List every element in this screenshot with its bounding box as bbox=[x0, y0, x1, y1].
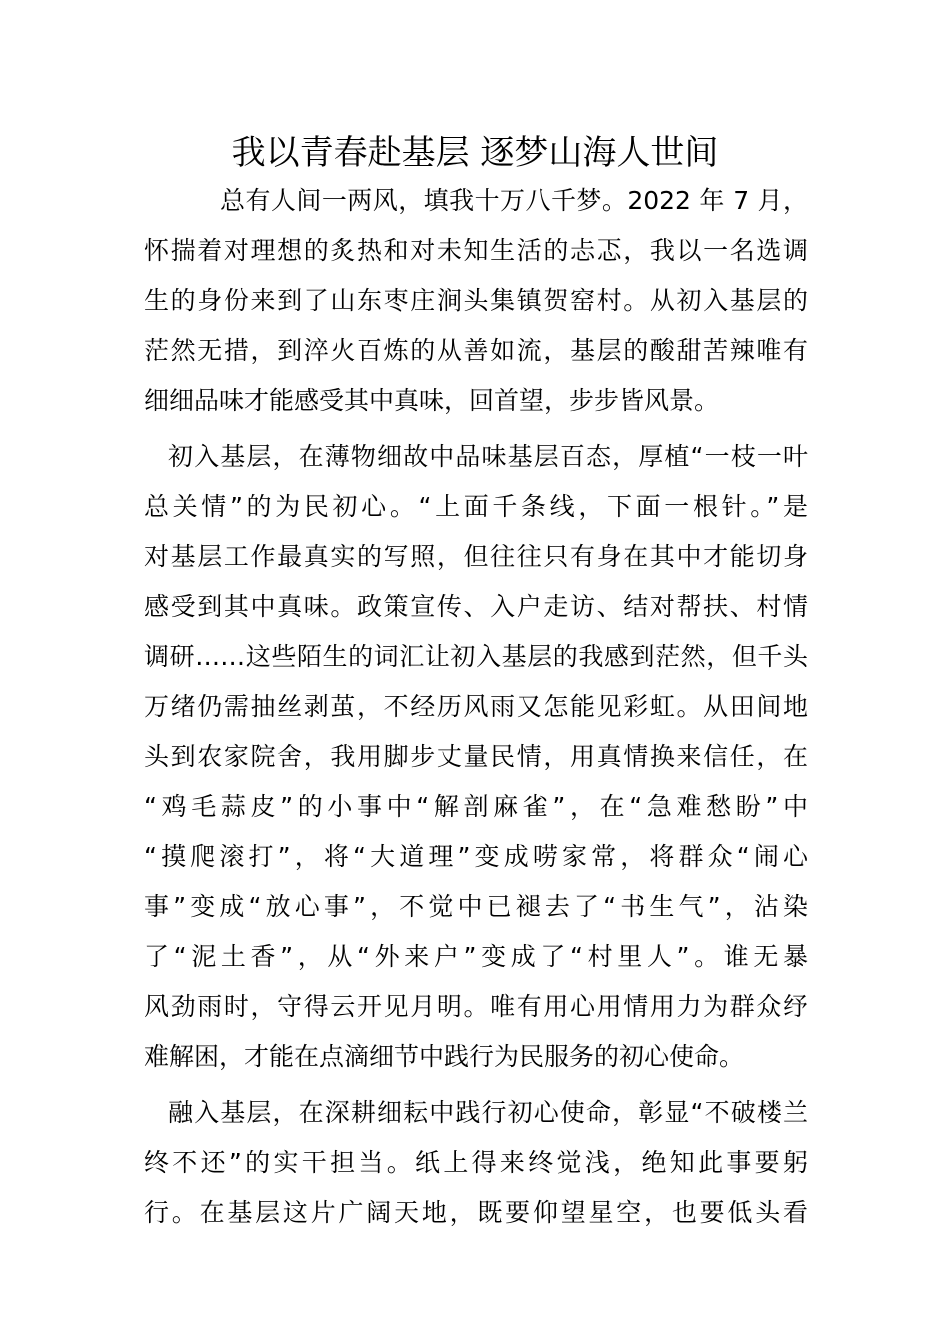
text-line: 行。在基层这片广阔天地，既要仰望星空，也要低头看 bbox=[144, 1198, 808, 1227]
text-line: 感受到其中真味。政策宣传、入户走访、结对帮扶、村情 bbox=[144, 592, 808, 621]
document-body bbox=[144, 176, 808, 1244]
text-line: 总关情”的为民初心。“上面千条线，下面一根针。”是 bbox=[144, 492, 808, 521]
text-line: 事”变成“放心事”，不觉中已褪去了“书生气”，沾染 bbox=[144, 892, 808, 921]
paragraph bbox=[144, 176, 808, 426]
text-line: 调研……这些陌生的词汇让初入基层的我感到茫然，但千头 bbox=[144, 642, 808, 671]
document-title: 我以青春赴基层 逐梦山海人世间 bbox=[231, 133, 719, 173]
text-line: 融入基层，在深耕细耘中践行初心使命，彰显“不破楼兰 bbox=[168, 1098, 808, 1127]
paragraph bbox=[144, 1088, 808, 1238]
text-line: 终不还”的实干担当。纸上得来终觉浅，绝知此事要躬 bbox=[144, 1148, 808, 1177]
text-line: 总有人间一两风，填我十万八千梦。2022 年 7 月， bbox=[220, 186, 808, 215]
paragraph bbox=[144, 432, 808, 1082]
text-line: 难解困，才能在点滴细节中践行为民服务的初心使命。 bbox=[144, 1042, 745, 1071]
text-line: “摸爬滚打”，将“大道理”变成唠家常，将群众“闹心 bbox=[144, 842, 808, 871]
text-line: 怀揣着对理想的炙热和对未知生活的忐忑，我以一名选调 bbox=[144, 236, 808, 265]
text-line: 万绪仍需抽丝剥茧，不经历风雨又怎能见彩虹。从田间地 bbox=[144, 692, 808, 721]
text-line: 生的身份来到了山东枣庄涧头集镇贺窑村。从初入基层的 bbox=[144, 286, 808, 315]
text-line: 茫然无措，到淬火百炼的从善如流，基层的酸甜苦辣唯有 bbox=[144, 336, 808, 365]
text-line: 了“泥土香”，从“外来户”变成了“村里人”。谁无暴 bbox=[144, 942, 808, 971]
text-line: 细细品味才能感受其中真味，回首望，步步皆风景。 bbox=[144, 386, 720, 415]
text-line: 对基层工作最真实的写照，但往往只有身在其中才能切身 bbox=[144, 542, 808, 571]
text-line: 风劲雨时，守得云开见月明。唯有用心用情用力为群众纾 bbox=[144, 992, 808, 1021]
text-line: 初入基层，在薄物细故中品味基层百态，厚植“一枝一叶 bbox=[168, 442, 808, 471]
text-line: 头到农家院舍，我用脚步丈量民情，用真情换来信任，在 bbox=[144, 742, 808, 771]
text-line: “鸡毛蒜皮”的小事中“解剖麻雀”，在“急难愁盼”中 bbox=[144, 792, 808, 821]
